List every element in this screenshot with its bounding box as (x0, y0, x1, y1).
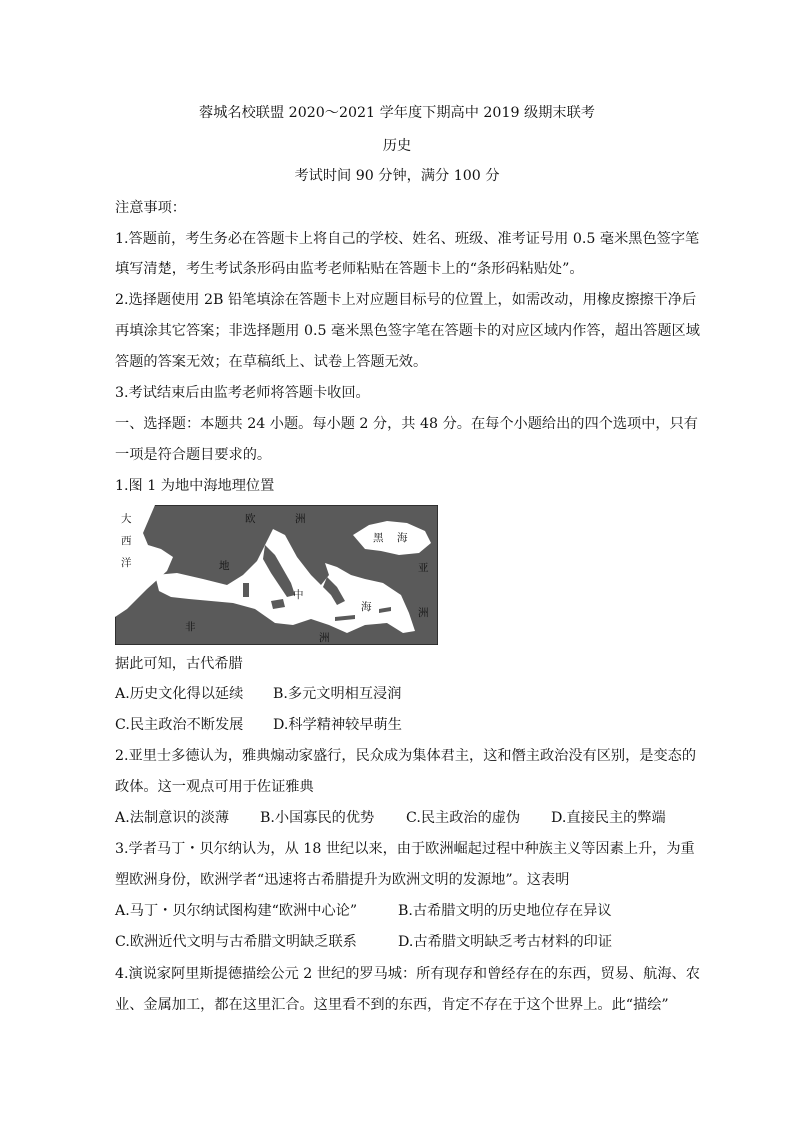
map-label-europe-2: 洲 (295, 513, 306, 525)
notice-item-2-line-1: 2.选择题使用 2B 铅笔填涂在答题卡上对应题目标号的位置上，如需改动，用橡皮擦擦干净后 (115, 292, 697, 308)
map-sardinia (243, 583, 249, 597)
map-label-asia-2: 洲 (418, 607, 429, 619)
exam-title: 蓉城名校联盟 2020～2021 学年度下期高中 2019 级期末联考 (199, 105, 595, 121)
map-label-asia-1: 亚 (418, 562, 429, 574)
q1-option-a: A.历史文化得以延续 (115, 686, 244, 702)
q1-option-b: B.多元文明相互浸润 (273, 686, 402, 702)
map-label-atlantic-1: 大 (121, 513, 132, 525)
q2-option-c: C.民主政治的虚伪 (406, 810, 521, 826)
map-label-black-sea-2: 海 (397, 532, 408, 544)
map-label-black-sea-1: 黑 (373, 532, 384, 544)
q3-option-a: A.马丁・贝尔纳试图构建“欧洲中心论” (115, 903, 358, 919)
q3-option-c: C.欧洲近代文明与古希腊文明缺乏联系 (115, 934, 357, 950)
q4-line-1: 4.演说家阿里斯提德描绘公元 2 世纪的罗马城：所有现存和曾经存在的东西，贸易、航海、农 (115, 966, 700, 982)
section-1-line-2: 一项是符合题目要求的。 (115, 447, 272, 463)
time-info: 考试时间 90 分钟，满分 100 分 (294, 168, 500, 184)
map-label-med-2: 中 (293, 589, 304, 601)
notice-heading: 注意事项： (115, 200, 186, 216)
notice-item-3: 3.考试结束后由监考老师将答题卡收回。 (115, 385, 370, 401)
map-label-africa-1: 非 (185, 621, 196, 633)
q1-stem: 1.图 1 为地中海地理位置 (115, 478, 275, 494)
q1-option-d: D.科学精神较早萌生 (273, 717, 402, 733)
q4-line-2: 业、金属加工，都在这里汇合。这里看不到的东西，肯定不存在于这个世界上。此“描绘” (115, 997, 669, 1013)
q2-option-b: B.小国寡民的优势 (260, 810, 375, 826)
map-label-atlantic-3: 洋 (121, 557, 132, 569)
map-label-europe-1: 欧 (245, 513, 256, 525)
section-1-line-1: 一、选择题：本题共 24 小题。每小题 2 分，共 48 分。在每个小题给出的四个选项中，只有 (115, 416, 698, 432)
q2-line-2: 政体。这一观点可用于佐证雅典 (115, 779, 314, 795)
subject-title: 历史 (382, 138, 412, 154)
q3-option-b: B.古希腊文明的历史地位存在异议 (398, 903, 612, 919)
q3-line-2: 塑欧洲身份，欧洲学者“迅速将古希腊提升为欧洲文明的发源地”。这表明 (115, 872, 570, 888)
map-label-med-3: 海 (361, 601, 372, 613)
notice-item-1-line-1: 1.答题前，考生务必在答题卡上将自己的学校、姓名、班级、准考证号用 0.5 毫米黑色签字笔 (115, 231, 700, 247)
notice-item-2-line-2: 再填涂其它答案；非选择题用 0.5 毫米黑色签字笔在答题卡的对应区域内作答，超出答题区域 (115, 323, 700, 339)
q3-line-1: 3.学者马丁・贝尔纳认为，从 18 世纪以来，由于欧洲崛起过程中种族主义等因素上升，为重 (115, 841, 695, 857)
q1-option-c: C.民主政治不断发展 (115, 717, 244, 733)
mediterranean-map (115, 505, 438, 645)
map-label-atlantic-2: 西 (121, 535, 132, 547)
q2-option-d: D.直接民主的弊端 (551, 810, 666, 826)
q2-option-a: A.法制意识的淡薄 (115, 810, 230, 826)
q3-option-d: D.古希腊文明缺乏考古材料的印证 (398, 934, 613, 950)
map-label-med-1: 地 (219, 560, 230, 572)
map-label-africa-2: 洲 (319, 632, 330, 644)
q2-line-1: 2.亚里士多德认为，雅典煽动家盛行，民众成为集体君主，这和僭主政治没有区别，是变态的 (115, 748, 697, 764)
q1-question: 据此可知，古代希腊 (115, 656, 243, 672)
notice-item-2-line-3: 答题的答案无效；在草稿纸上、试卷上答题无效。 (115, 354, 428, 370)
notice-item-1-line-2: 填写清楚，考生考试条形码由监考老师粘贴在答题卡上的“条形码粘贴处”。 (115, 261, 584, 277)
